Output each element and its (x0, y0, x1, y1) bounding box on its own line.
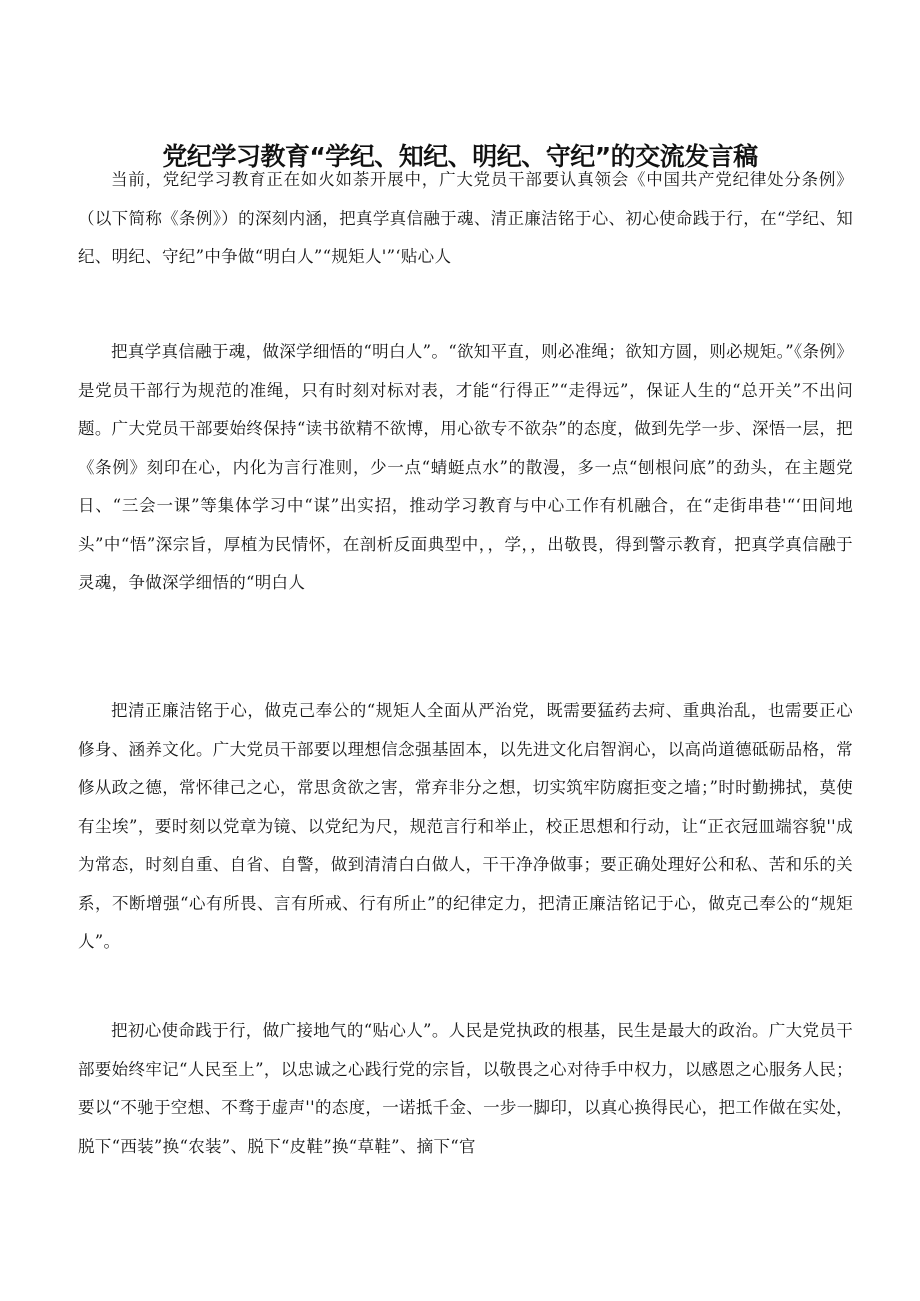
document-title: 党纪学习教育“学纪、知纪、明纪、守纪”的交流发言稿 (162, 141, 758, 171)
paragraph-guijuren: 把清正廉洁铭于心，做克己奉公的“规矩人全面从严治党，既需要猛药去疴、重典治乱，也需要正心修身、涵养文化。广大党员干部要以理想信念强基固本，以先进文化启智润心，以高尚道德砥砺品格，常修从政之德，常怀律己之心，常思贪欲之害，常弃非分之想，切实筑牢防腐拒变之墙；”时时勤拂拭，莫使有尘埃”，要时刻以党章为镜、以党纪为尺，规范言行和举止，校正思想和行动，让“正衣冠皿端容貌''成为常态，时刻自重、自省、自警，做到清清白白做人，干干净净做事；要正确处理好公和私、苦和乐的关系，不断增强“心有所畏、言有所戒、行有所止”的纪律定力，把清正廉洁铭记于心，做克己奉公的“规矩人”。 (78, 701, 853, 951)
paragraph-intro: 当前，党纪学习教育正在如火如荼开展中，广大党员干部要认真领会《中国共产党纪律处分条例》（以下简称《条例》）的深刻内涵，把真学真信融于魂、清正廉洁铭于心、初心使命践于行，在“学纪、知纪、明纪、守纪”中争做“明白人”“规矩人'”‘贴心人 (78, 170, 853, 266)
paragraph-tiexinren: 把初心使命践于行，做广接地气的“贴心人”。人民是党执政的根基，民生是最大的政治。广大党员干部要始终牢记“人民至上”，以忠诚之心践行党的宗旨，以敬畏之心对待手中权力，以感恩之心服务人民；要以“不驰于空想、不骛于虚声''的态度，一诺抵千金、一步一脚印，以真心换得民心，把工作做在实处，脱下“西装”换“农装”、脱下“皮鞋”换“草鞋”、摘下“官 (78, 1021, 853, 1156)
paragraph-mingbairen: 把真学真信融于魂，做深学细悟的“明白人”。“欲知平直，则必准绳；欲知方圆，则必规矩。”《条例》是党员干部行为规范的准绳，只有时刻对标对表，才能“行得正”“走得远”，保证人生的“总开关”不出问题。广大党员干部要始终保持“读书欲精不欲博，用心欲专不欲杂”的态度，做到先学一步、深悟一层，把《条例》刻印在心，内化为言行准则，少一点“蜻蜓点水”的散漫，多一点“刨根问底”的劲头，在主题党日、“三会一课”等集体学习中“谋”出实招，推动学习教育与中心工作有机融合，在“走街串巷'“‘田间地头”中“悟”深宗旨，厚植为民情怀，在剖析反面典型中，，学，，出敬畏，得到警示教育，把真学真信融于灵魂，争做深学细悟的“明白人 (78, 342, 853, 592)
